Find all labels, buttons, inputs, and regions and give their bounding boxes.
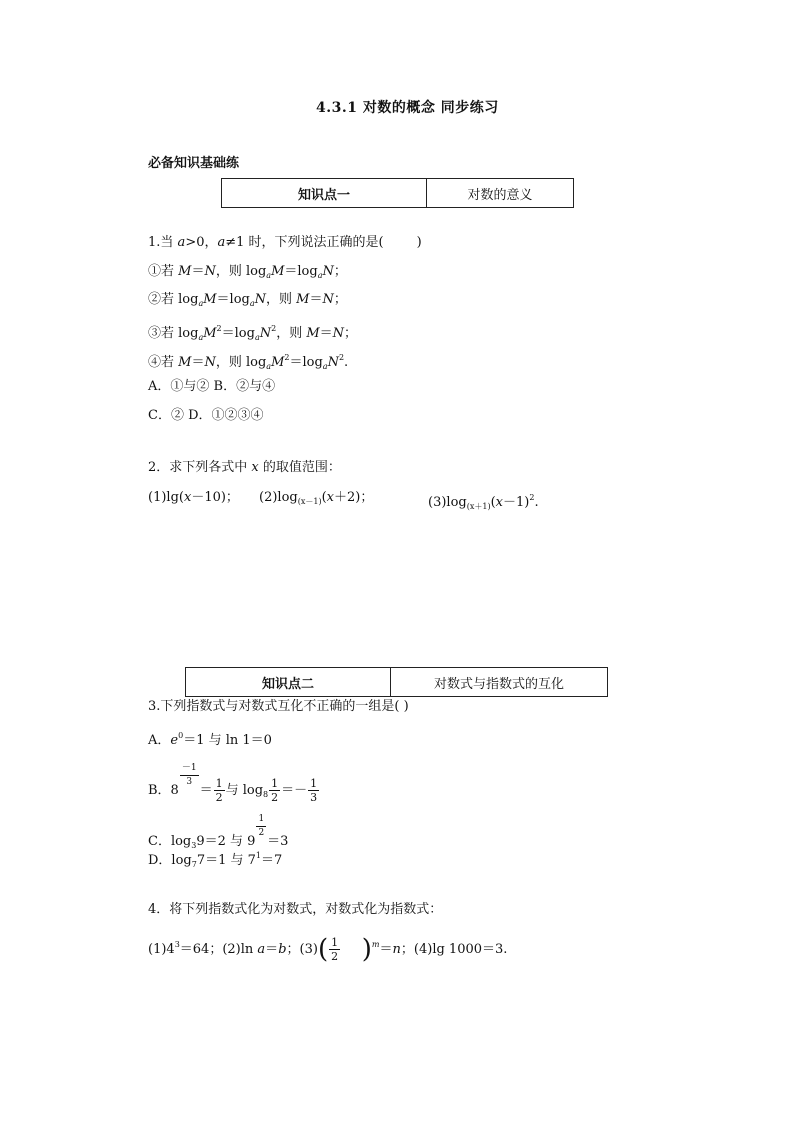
page-title: 4.3.1 对数的概念 同步练习: [316, 100, 499, 116]
q4-body: $(1)4^3=64$；(2)ln a＝b；(3)( $\frac{1}{2}$ )$^m$＝n；(4)lg 1000＝3.: [148, 934, 508, 965]
q1-statement-3: ③若 $\log_aM^2=\log_aN^2$，则 M＝N；: [148, 324, 358, 342]
q3-option-b: B．8 $\frac{-1}{3}$ ＝ $\frac{1}{2}$ 与 $\log_8$ $\frac{1}{2}$ ＝－ $\frac{1}{3}$: [148, 763, 318, 804]
kp1-topic: 对数的意义: [427, 179, 574, 208]
q1-stem: 1.当 a>0，a≠1 时，下列说法正确的是( ): [148, 235, 422, 250]
q1-options-ab: A．①与② B．②与④: [148, 379, 276, 394]
q2-part-1: (1)lg(x－10)；: [148, 490, 239, 505]
section-heading: 必备知识基础练: [148, 156, 240, 171]
q1-statement-2: ②若 $\log_aM=\log_aN$，则 M＝N；: [148, 292, 347, 308]
knowledge-point-2-table: [185, 667, 608, 697]
q3-option-d: D．$\log_77=1$ 与 $7^1=7$: [148, 851, 283, 869]
kp1-label: 知识点一: [222, 179, 427, 208]
q2-stem: 2．求下列各式中 x 的取值范围：: [148, 460, 341, 475]
q1-options-cd: C．② D．①②③④: [148, 408, 264, 423]
q4-stem: 4．将下列指数式化为对数式，对数式化为指数式：: [148, 902, 443, 917]
q2-part-3: $(3)\log_{(x+1)}(x-1)^2$.: [428, 493, 539, 511]
q2-part-2: $(2)\log_{(x-1)}(x+2)$；: [259, 490, 374, 506]
q3-option-a: A．$e^0=1$ 与 ln 1＝0: [148, 731, 272, 748]
kp2-label: 知识点二: [186, 668, 391, 697]
q3-option-c: C．$\log_39=2$ 与 9 $\frac{1}{2}$ ＝3: [148, 814, 289, 850]
kp2-topic: 对数式与指数式的互化: [391, 668, 608, 697]
knowledge-point-1-table: [221, 178, 574, 208]
q1-statement-1: ①若 M＝N，则 $\log_aM=\log_aN$；: [148, 264, 347, 280]
q3-stem: 3.下列指数式与对数式互化不正确的一组是( ): [148, 699, 409, 714]
q1-statement-4: ④若 M＝N，则 $\log_aM^2=\log_aN^2$.: [148, 353, 349, 371]
